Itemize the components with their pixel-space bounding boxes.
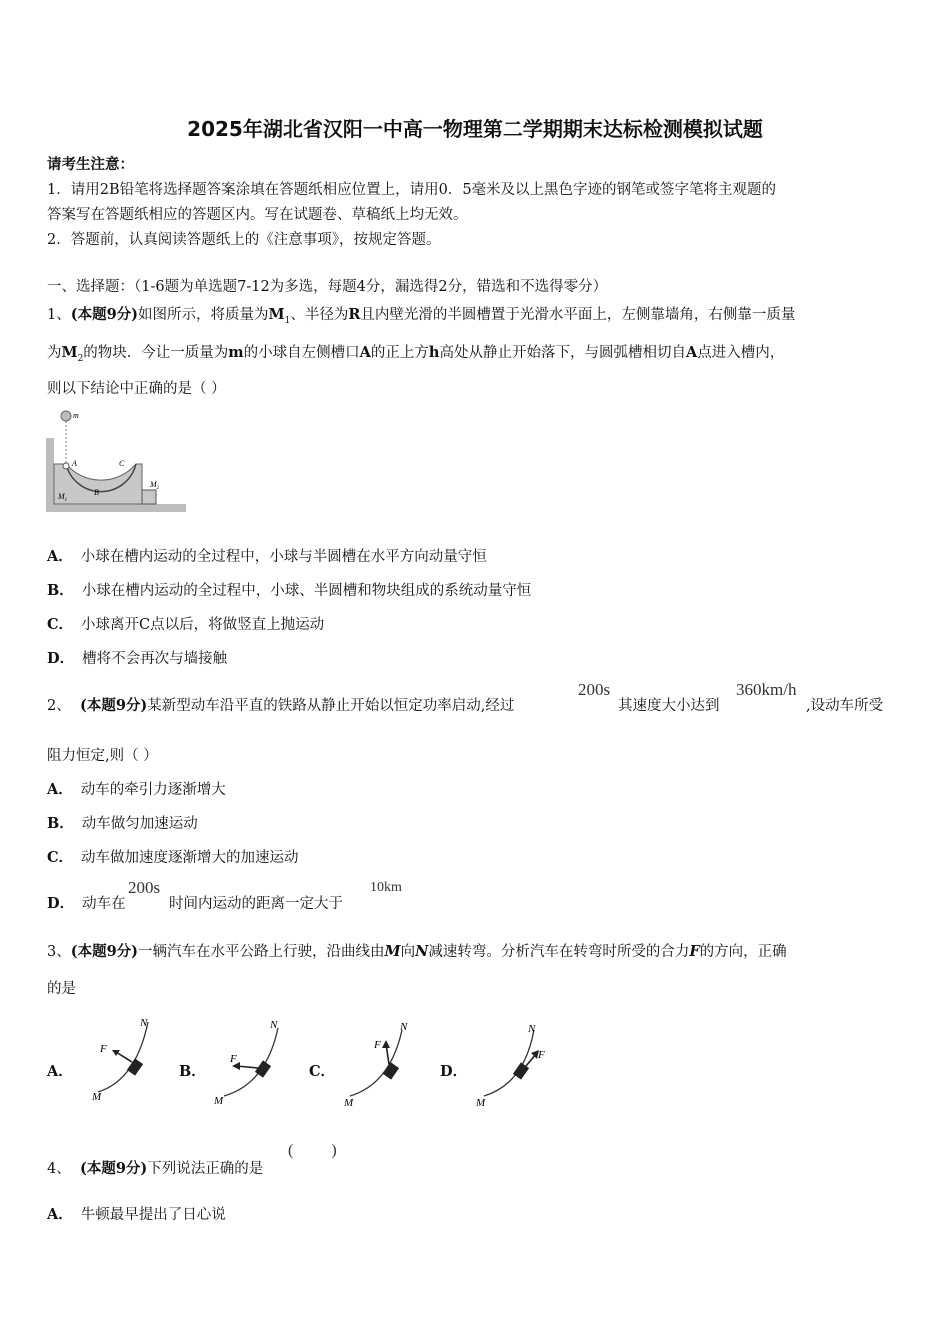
q1-prefix: 1、 (47, 307, 71, 323)
svg-text:F: F (538, 1049, 545, 1061)
q3-option-b-label[interactable]: B． (179, 1063, 206, 1080)
q3-option-c-label[interactable]: C． (309, 1063, 336, 1080)
svg-text:M: M (92, 1091, 102, 1103)
svg-text:N: N (140, 1017, 148, 1029)
q2-option-d-distance: 10km (370, 880, 402, 895)
q1-line-2: 为$M_2$的物块．今让一质量为m的小球自左侧槽口A的正上方h高处从静止开始落下，与圆弧槽相切自A点进入槽内， (47, 344, 785, 364)
svg-text:F: F (100, 1043, 107, 1055)
q2-text-b: 其速度大小达到 (618, 698, 720, 714)
svg-text:M: M (476, 1097, 486, 1109)
svg-text:F: F (374, 1039, 381, 1051)
label-m1: $M_1$ (58, 492, 68, 503)
label-c: C (119, 459, 125, 468)
q2-option-b[interactable]: B． 动车做匀加速运动 (47, 815, 198, 832)
svg-text:N: N (400, 1021, 408, 1033)
notice-line-2: 答案写在答题纸相应的答题区内。写在试题卷、草稿纸上均无效。 (47, 207, 468, 223)
label-m2: $M_2$ (150, 480, 160, 491)
svg-text:N: N (270, 1019, 278, 1031)
svg-text:M: M (214, 1095, 224, 1107)
notice-line-1: 1．请用2B铅笔将选择题答案涂填在答题纸相应位置上，请用0．5毫米及以上黑色字迹的钢笔或签字笔将主观题的 (47, 182, 777, 198)
q2-option-c[interactable]: C． 动车做加速度逐渐增大的加速运动 (47, 849, 299, 866)
q3-option-d-figure[interactable] (472, 1018, 552, 1110)
q2-option-d-text-b: 时间内运动的距离一定大于 (169, 896, 343, 912)
q1-line-3: 则以下结论中正确的是（ ） (47, 381, 226, 397)
svg-text:M: M (344, 1097, 354, 1109)
q3-option-b-figure[interactable] (210, 1016, 290, 1108)
label-m: m (73, 411, 79, 420)
svg-text:F: F (230, 1053, 237, 1065)
q2-text-c: ,设动车所受 (806, 698, 884, 714)
q1-option-d[interactable]: D． 槽将不会再次与墙接触 (47, 650, 228, 667)
section-heading: 一、选择题：（1-6题为单选题7-12为多选，每题4分，漏选得2分，错选和不选得零分） (47, 279, 608, 295)
q2-option-d-time: 200s (128, 878, 161, 897)
notice-line-3: 2．答题前，认真阅读答题纸上的《注意事项》，按规定答题。 (47, 232, 441, 248)
q3-option-a-figure[interactable] (88, 1012, 158, 1104)
q1-option-a[interactable]: A． 小球在槽内运动的全过程中，小球与半圆槽在水平方向动量守恒 (47, 548, 487, 565)
block-m2 (142, 490, 156, 504)
q3-option-c-figure[interactable] (340, 1018, 420, 1110)
q3-option-d-label[interactable]: D． (440, 1063, 468, 1080)
q2-speed-value: 360km/h (736, 680, 797, 699)
wall (46, 438, 54, 508)
q2-line-1: 2、 (本题9分)某新型动车沿平直的铁路从静止开始以恒定功率启动,经过 (47, 697, 515, 714)
label-a: A (72, 459, 77, 468)
notice-heading: 请考生注意： (47, 156, 134, 173)
q3-line-2: 的是 (47, 981, 76, 997)
q1-option-c[interactable]: C． 小球离开C点以后，将做竖直上抛运动 (47, 616, 325, 633)
q2-time-value: 200s (578, 680, 611, 699)
svg-text:N: N (528, 1023, 536, 1035)
q1-option-b[interactable]: B． 小球在槽内运动的全过程中，小球、半圆槽和物块组成的系统动量守恒 (47, 582, 532, 599)
q3-option-a-label[interactable]: A． (47, 1063, 73, 1080)
q2-option-a[interactable]: A． 动车的牵引力逐渐增大 (47, 781, 226, 798)
q1-figure-half-cylinder-groove (44, 406, 189, 516)
q4-line-1: 4、 (本题9分)下列说法正确的是 (47, 1160, 264, 1177)
q2-option-d[interactable]: D． 动车在 (47, 895, 126, 912)
label-b: B (94, 488, 99, 497)
q4-option-a[interactable]: A． 牛顿最早提出了日心说 (47, 1206, 226, 1223)
q3-line-1: 3、(本题9分)一辆汽车在水平公路上行驶，沿曲线由M向N减速转弯。分析汽车在转弯时所受的合力F的方向，正确 (47, 943, 787, 960)
q2-line-2: 阻力恒定,则（ ） (47, 748, 158, 764)
q4-bracket: ( ) (288, 1142, 337, 1159)
q1-line-1: 1、(本题9分)如图所示，将质量为$M_1$、半径为R且内壁光滑的半圆槽置于光滑水平面上，左侧靠墙角，右侧靠一质量 (47, 306, 796, 326)
ball-m (61, 411, 71, 421)
page-title: 2025年湖北省汉阳一中高一物理第二学期期末达标检测模拟试题 (187, 117, 763, 141)
floor (46, 504, 186, 512)
q1-points: (本题9分) (70, 306, 139, 323)
